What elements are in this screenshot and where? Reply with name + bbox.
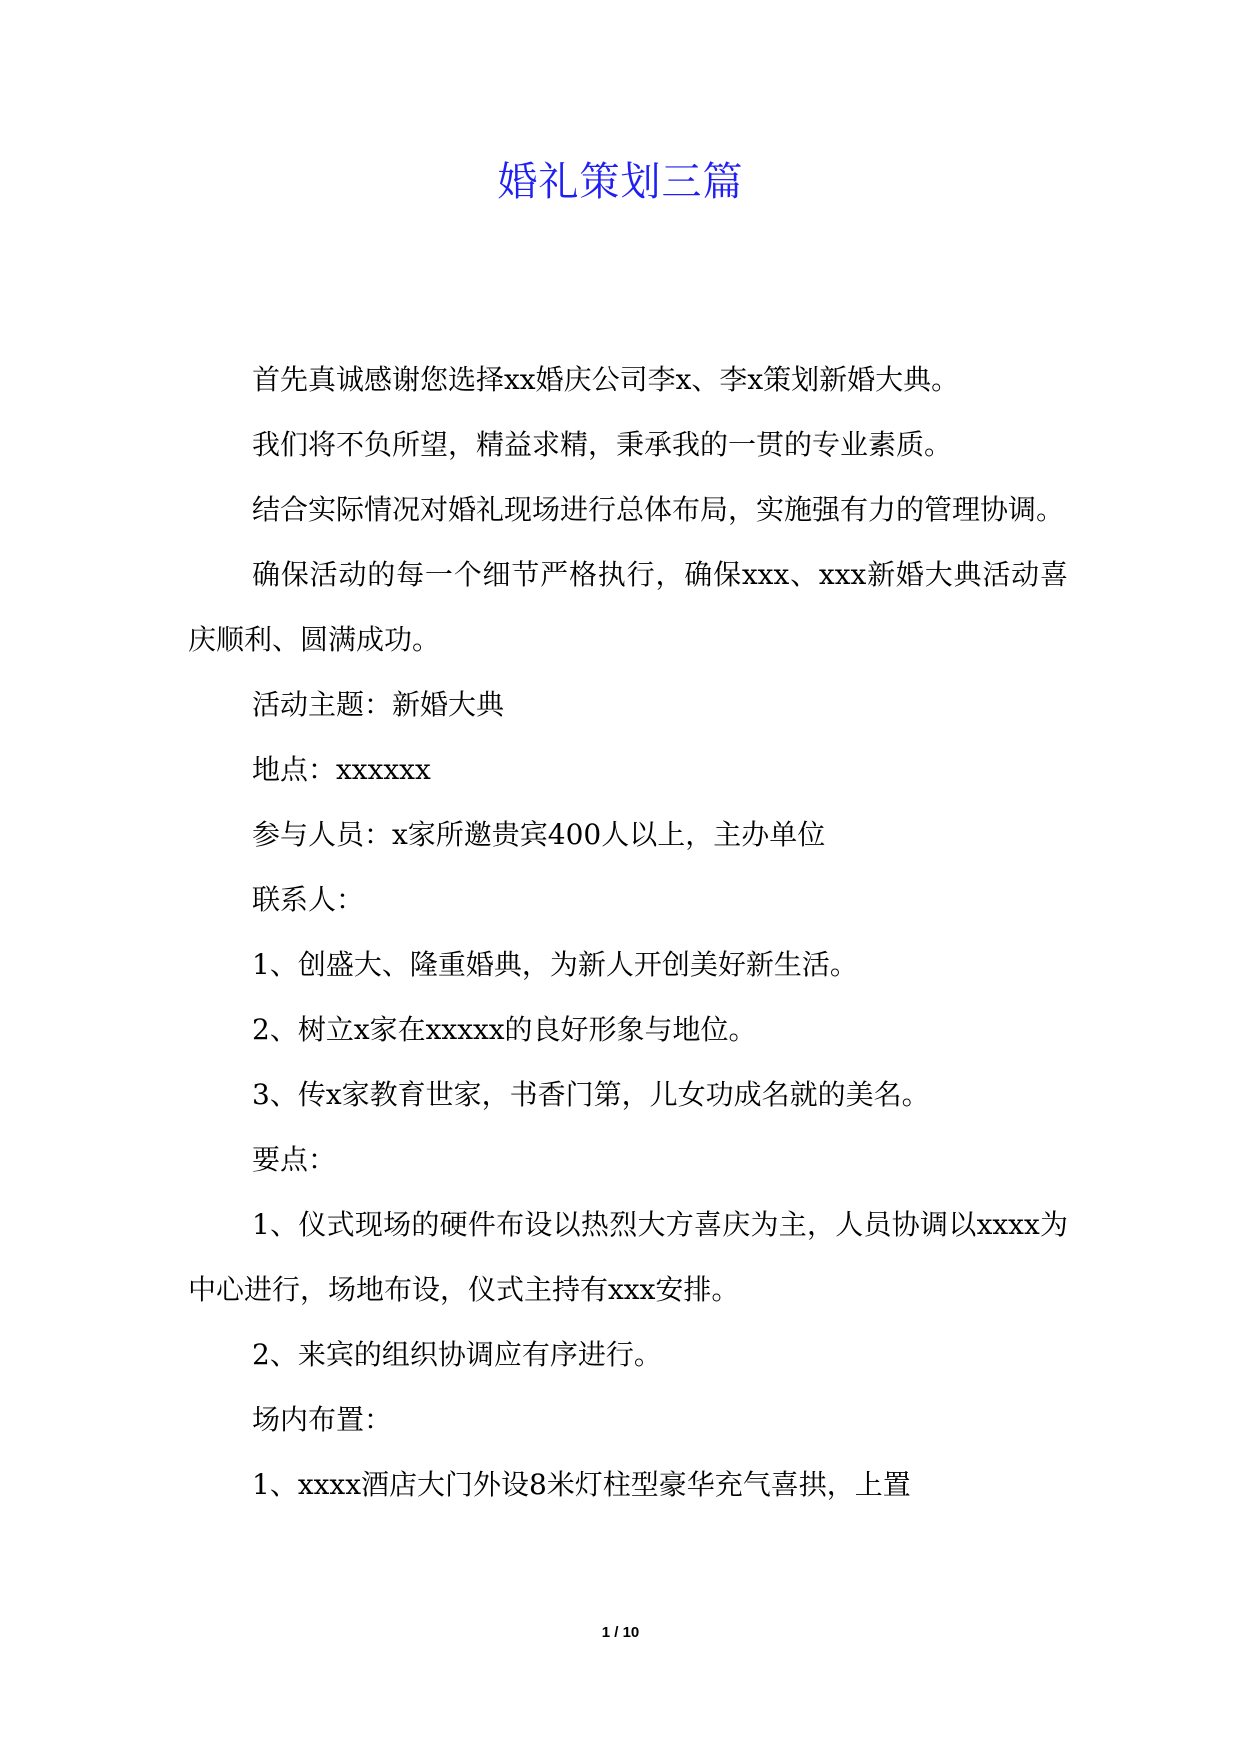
paragraph: 参与人员：x家所邀贵宾400人以上，主办单位 xyxy=(252,818,826,851)
paragraph: 2、树立x家在xxxxx的良好形象与地位。 xyxy=(252,1013,757,1046)
paragraph: 1、创盛大、隆重婚典，为新人开创美好新生活。 xyxy=(252,948,858,981)
document-title: 婚礼策划三篇 xyxy=(497,159,744,205)
page-number: 1 / 10 xyxy=(601,1624,640,1641)
paragraph: 联系人： xyxy=(252,883,365,916)
paragraph: 地点：xxxxxx xyxy=(252,753,431,786)
paragraph: 活动主题：新婚大典 xyxy=(252,688,505,721)
paragraph: 2、来宾的组织协调应有序进行。 xyxy=(252,1338,662,1371)
document-body xyxy=(188,347,1068,1517)
paragraph: 1、xxxx酒店大门外设8米灯柱型豪华充气喜拱，上置 xyxy=(252,1468,911,1501)
paragraph: 结合实际情况对婚礼现场进行总体布局，实施强有力的管理协调。 xyxy=(252,493,1065,526)
paragraph: 首先真诚感谢您选择xx婚庆公司李x、李x策划新婚大典。 xyxy=(252,363,960,396)
paragraph: 场内布置： xyxy=(252,1403,393,1436)
paragraph: 1、仪式现场的硬件布设以热烈大方喜庆为主，人员协调以xxxx为中心进行，场地布设，仪式主持有xxx安排。 xyxy=(188,1208,1068,1306)
paragraph: 要点： xyxy=(252,1143,337,1176)
paragraph: 确保活动的每一个细节严格执行，确保xxx、xxx新婚大典活动喜庆顺利、圆满成功。 xyxy=(188,558,1068,656)
paragraph: 3、传x家教育世家，书香门第，儿女功成名就的美名。 xyxy=(252,1078,930,1111)
paragraph: 我们将不负所望，精益求精，秉承我的一贯的专业素质。 xyxy=(252,428,953,461)
